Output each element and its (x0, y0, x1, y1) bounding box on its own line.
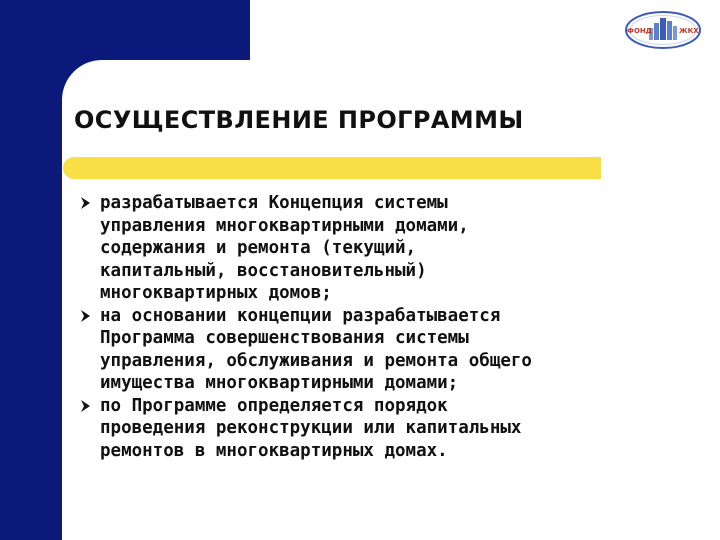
bullet-3-line-2: проведения реконструкции или капитальных (100, 418, 522, 438)
bullet-2-line-3: управления, обслуживания и ремонта общего (100, 350, 532, 371)
bullet-2-line-1: на основании концепции разрабатывается (100, 305, 501, 326)
title-underline-bar (63, 157, 601, 179)
bullet-item-1 (80, 192, 700, 305)
bullet-2-line-4: имущества многоквартирными домами; (100, 373, 459, 393)
bullet-3-line-1: по Программе определяется порядок (100, 395, 448, 416)
bullet-1-line-4: капитальный, восстановительный) (100, 260, 427, 281)
bullet-1-line-1: разрабатывается Концепция системы (100, 193, 448, 213)
logo-building-1 (654, 23, 659, 40)
logo-text-left: ФОНД (627, 27, 652, 35)
logo-building-3 (667, 21, 672, 40)
arrowhead-bullet-icon (80, 305, 92, 327)
bullet-1-line-3: содержания и ремонта (текущий, (100, 238, 417, 258)
arrowhead-bullet-icon (80, 395, 92, 417)
slide-title: ОСУЩЕСТВЛЕНИЕ ПРОГРАММЫ (74, 106, 524, 134)
fond-zhkh-logo-icon (624, 10, 702, 50)
logo-building-2 (660, 18, 666, 40)
arrowhead-bullet-icon (80, 192, 92, 214)
bullet-2-line-2: Программа совершенствования системы (100, 328, 469, 348)
bullet-list (80, 192, 700, 462)
logo-text-right: ЖКХ (679, 27, 699, 35)
bullet-1-line-2: управления многоквартирными домами, (100, 215, 469, 236)
bullet-item-3 (80, 395, 700, 463)
bullet-3-line-3: ремонтов в многоквартирных домах. (100, 440, 448, 461)
bullet-1-line-5: многоквартирных домов; (100, 283, 332, 303)
bullet-item-2 (80, 305, 700, 395)
logo-building-5 (673, 26, 677, 40)
